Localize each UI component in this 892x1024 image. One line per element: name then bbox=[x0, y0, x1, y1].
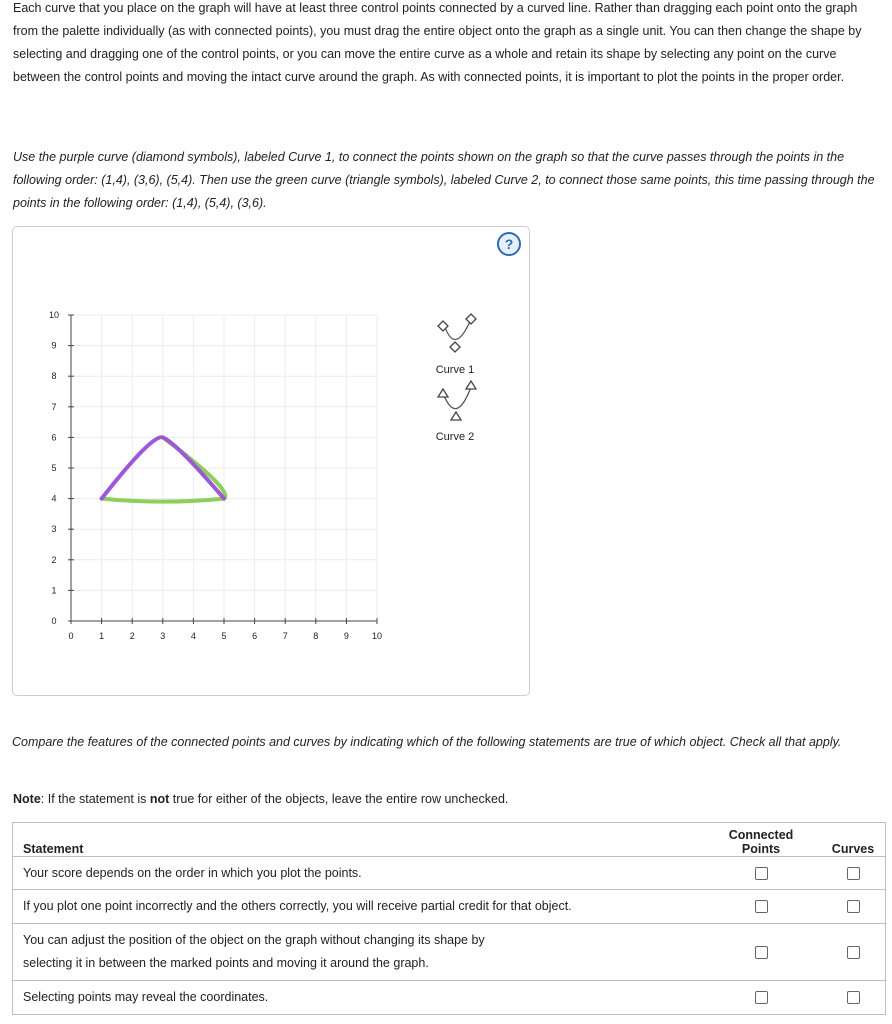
table-row bbox=[13, 857, 886, 890]
header-curves: Curves bbox=[831, 842, 875, 856]
y-tick-label: 2 bbox=[51, 554, 57, 565]
intro-paragraph: Each curve that you place on the graph will have at least three control points connected by a curved line. Rather than dragging each point onto the graph from the palette individually (as with connected points), you must drag the entire object onto the graph as a single unit. You can then change the shape by selecting and dragging one of the control points, or you can move the entire curve as a whole and retain its shape by selecting any point on the curve between the control points and moving the intact curve around the graph. As with connected points, it is important to plot the points in the proper order. bbox=[13, 1, 862, 84]
curves-checkbox[interactable] bbox=[847, 946, 860, 959]
x-tick-label: 6 bbox=[252, 631, 258, 641]
x-tick-label: 7 bbox=[282, 631, 288, 641]
curves-checkbox[interactable] bbox=[847, 867, 860, 880]
compare-paragraph: Compare the features of the connected points and curves by indicating which of the following statements are true of which object. Check all that apply. bbox=[12, 735, 842, 749]
curve2-palette-icon[interactable] bbox=[438, 381, 476, 420]
graph-canvas[interactable] bbox=[13, 227, 529, 695]
x-tick-label: 2 bbox=[129, 631, 135, 641]
x-tick-label: 1 bbox=[99, 631, 105, 641]
curve1-palette-icon[interactable] bbox=[438, 314, 476, 352]
y-tick-label: 7 bbox=[51, 401, 57, 412]
curves-checkbox[interactable] bbox=[847, 991, 860, 1004]
connected-points-checkbox[interactable] bbox=[755, 867, 768, 880]
y-tick-label: 8 bbox=[51, 371, 57, 382]
curve2-label: Curve 2 bbox=[435, 431, 475, 443]
connected-points-checkbox[interactable] bbox=[755, 900, 768, 913]
y-tick-label: 9 bbox=[51, 340, 57, 351]
y-tick-label: 6 bbox=[51, 432, 57, 443]
x-tick-label: 10 bbox=[371, 631, 383, 641]
instruction-paragraph: Use the purple curve (diamond symbols), labeled Curve 1, to connect the points shown on the graph so that the curve passes through the points in the following order: (1,4), (3,6), (5,4). Then use the green curve (triangle symbols), labeled Curve 2, to connect those same points, this time passing through the points in the following order: (1,4), (5,4), (3,6). bbox=[13, 150, 875, 210]
curve1-label: Curve 1 bbox=[435, 364, 475, 376]
question-icon[interactable]: ? bbox=[497, 232, 521, 256]
y-tick-label: 10 bbox=[48, 310, 60, 320]
connected-points-checkbox[interactable] bbox=[755, 946, 768, 959]
y-tick-label: 4 bbox=[51, 493, 57, 504]
x-tick-label: 5 bbox=[221, 631, 227, 641]
table-row bbox=[13, 981, 886, 1015]
y-tick-label: 0 bbox=[51, 616, 57, 626]
note-paragraph: Note: If the statement is not true for either of the objects, leave the entire row unchecked. bbox=[13, 792, 509, 806]
statement-table bbox=[12, 822, 886, 1015]
header-connected-points: Connected Points bbox=[728, 828, 794, 856]
table-row bbox=[13, 924, 886, 981]
x-tick-label: 9 bbox=[343, 631, 349, 641]
curve2-line[interactable] bbox=[102, 437, 226, 501]
table-row bbox=[13, 890, 886, 924]
statement-text: Your score depends on the order in which you plot the points. bbox=[13, 857, 702, 890]
x-tick-label: 4 bbox=[190, 631, 196, 641]
graph-widget bbox=[12, 226, 530, 696]
connected-points-checkbox[interactable] bbox=[755, 991, 768, 1004]
statement-text: If you plot one point incorrectly and the others correctly, you will receive partial credit for that object. bbox=[13, 890, 702, 924]
x-tick-label: 0 bbox=[68, 631, 74, 641]
x-tick-label: 8 bbox=[313, 631, 319, 641]
x-tick-label: 3 bbox=[160, 631, 166, 641]
y-tick-label: 3 bbox=[51, 524, 57, 535]
y-tick-label: 5 bbox=[51, 463, 57, 473]
curves-checkbox[interactable] bbox=[847, 900, 860, 913]
statement-text: Selecting points may reveal the coordinates. bbox=[13, 981, 702, 1015]
header-statement: Statement bbox=[23, 842, 84, 856]
y-tick-label: 1 bbox=[51, 585, 57, 596]
statement-text: You can adjust the position of the object on the graph without changing its shape by selecting it in between the marked points and moving it around the graph. bbox=[13, 924, 702, 981]
